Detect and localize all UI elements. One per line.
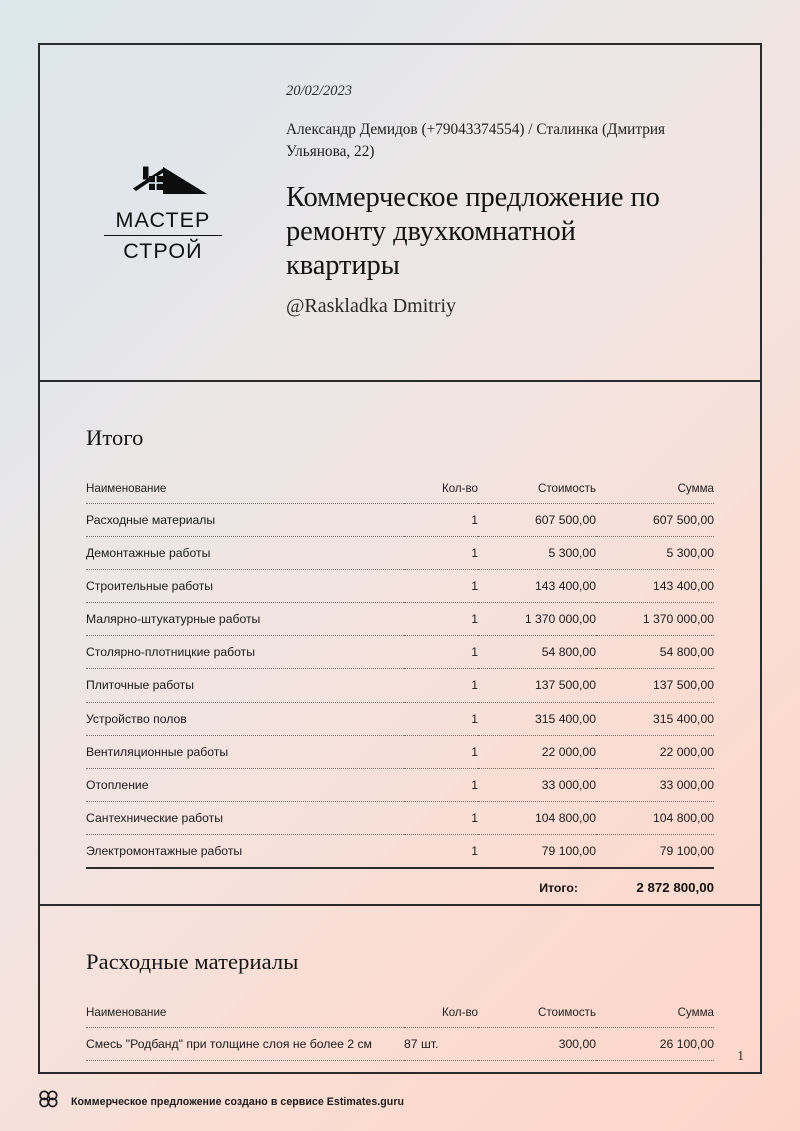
row-name: Плиточные работы (86, 669, 404, 702)
row-price: 1 370 000,00 (478, 603, 596, 636)
row-name: Малярно-штукатурные работы (86, 603, 404, 636)
row-price: 104 800,00 (478, 801, 596, 834)
house-roof-icon (104, 163, 222, 207)
row-sum: 315 400,00 (596, 702, 714, 735)
row-qty: 1 (404, 735, 478, 768)
row-price: 79 100,00 (478, 834, 596, 868)
page-number: 1 (737, 1048, 744, 1063)
document-subtitle: @Raskladka Dmitriy (286, 295, 457, 318)
document-date: 20/02/2023 (286, 83, 353, 99)
row-name: Сантехнические работы (86, 801, 404, 834)
row-qty: 1 (404, 504, 478, 537)
table-row (86, 768, 714, 801)
row-qty: 1 (404, 834, 478, 868)
table-row (86, 735, 714, 768)
table-row (86, 603, 714, 636)
row-sum: 5 300,00 (596, 537, 714, 570)
row-sum: 79 100,00 (596, 834, 714, 868)
table-row (86, 669, 714, 702)
row-qty: 1 (404, 768, 478, 801)
row-sum: 54 800,00 (596, 636, 714, 669)
column-header-sum: Сумма (677, 482, 714, 495)
totals-section-heading: Итого (86, 425, 144, 450)
logo-word-top: МАСТЕР (104, 210, 222, 236)
totals-section (40, 382, 760, 906)
table-header-row (86, 1006, 714, 1028)
client-line: Александр Демидов (+79043374554) / Сталинка (Дмитрия Ульянова, 22) (286, 121, 666, 160)
row-name: Вентиляционные работы (86, 735, 404, 768)
table-row (86, 702, 714, 735)
row-qty: 1 (404, 603, 478, 636)
row-sum: 33 000,00 (596, 768, 714, 801)
column-header-qty: Кол-во (441, 482, 478, 495)
row-qty: 1 (404, 702, 478, 735)
document-page (38, 43, 762, 1074)
row-name: Расходные материалы (86, 504, 404, 537)
row-qty: 1 (404, 537, 478, 570)
estimates-guru-logo-icon (38, 1090, 60, 1113)
row-sum: 607 500,00 (596, 504, 714, 537)
row-price: 54 800,00 (478, 636, 596, 669)
header-text-column (286, 45, 760, 380)
column-header-name: Наименование (86, 482, 167, 495)
row-qty: 87 шт. (404, 1028, 478, 1061)
totals-table-body (86, 504, 714, 869)
table-row (86, 636, 714, 669)
column-header-sum: Сумма (677, 1006, 714, 1019)
logo-word-bottom: СТРОЙ (123, 238, 203, 263)
table-row (86, 537, 714, 570)
page-title: Коммерческое предложение по ремонту двухкомнатной квартиры (286, 182, 660, 281)
materials-table (86, 1006, 714, 1061)
row-sum: 26 100,00 (596, 1028, 714, 1061)
footer-text: Коммерческое предложение создано в сервисе Estimates.guru (71, 1095, 405, 1108)
table-row (86, 801, 714, 834)
grand-total-label: Итого: (539, 881, 578, 896)
column-header-qty: Кол-во (441, 1006, 478, 1019)
table-row (86, 570, 714, 603)
row-price: 22 000,00 (478, 735, 596, 768)
row-qty: 1 (404, 636, 478, 669)
row-name: Строительные работы (86, 570, 404, 603)
grand-total-row (86, 869, 714, 895)
table-row (86, 1028, 714, 1061)
row-price: 300,00 (478, 1028, 596, 1061)
row-price: 33 000,00 (478, 768, 596, 801)
table-row (86, 504, 714, 537)
row-sum: 1 370 000,00 (596, 603, 714, 636)
column-header-name: Наименование (86, 1006, 167, 1019)
row-price: 315 400,00 (478, 702, 596, 735)
company-logo (40, 45, 286, 380)
totals-table (86, 482, 714, 869)
grand-total-value: 2 872 800,00 (636, 880, 714, 896)
row-sum: 137 500,00 (596, 669, 714, 702)
row-name: Электромонтажные работы (86, 834, 404, 868)
column-header-price: Стоимость (537, 482, 596, 495)
row-price: 5 300,00 (478, 537, 596, 570)
row-price: 607 500,00 (478, 504, 596, 537)
page-footer (38, 1090, 404, 1113)
column-header-price: Стоимость (537, 1006, 596, 1019)
row-sum: 22 000,00 (596, 735, 714, 768)
materials-section-heading: Расходные материалы (86, 949, 299, 974)
row-name: Устройство полов (86, 702, 404, 735)
table-header-row (86, 482, 714, 504)
row-qty: 1 (404, 801, 478, 834)
row-sum: 143 400,00 (596, 570, 714, 603)
row-qty: 1 (404, 669, 478, 702)
row-name: Смесь "Родбанд" при толщине слоя не более 2 см (86, 1028, 404, 1061)
materials-section (40, 906, 760, 1072)
row-price: 137 500,00 (478, 669, 596, 702)
row-sum: 104 800,00 (596, 801, 714, 834)
row-name: Отопление (86, 768, 404, 801)
row-name: Демонтажные работы (86, 537, 404, 570)
table-row (86, 834, 714, 868)
document-header (40, 45, 760, 382)
row-name: Столярно-плотницкие работы (86, 636, 404, 669)
row-price: 143 400,00 (478, 570, 596, 603)
row-qty: 1 (404, 570, 478, 603)
materials-table-body (86, 1028, 714, 1061)
